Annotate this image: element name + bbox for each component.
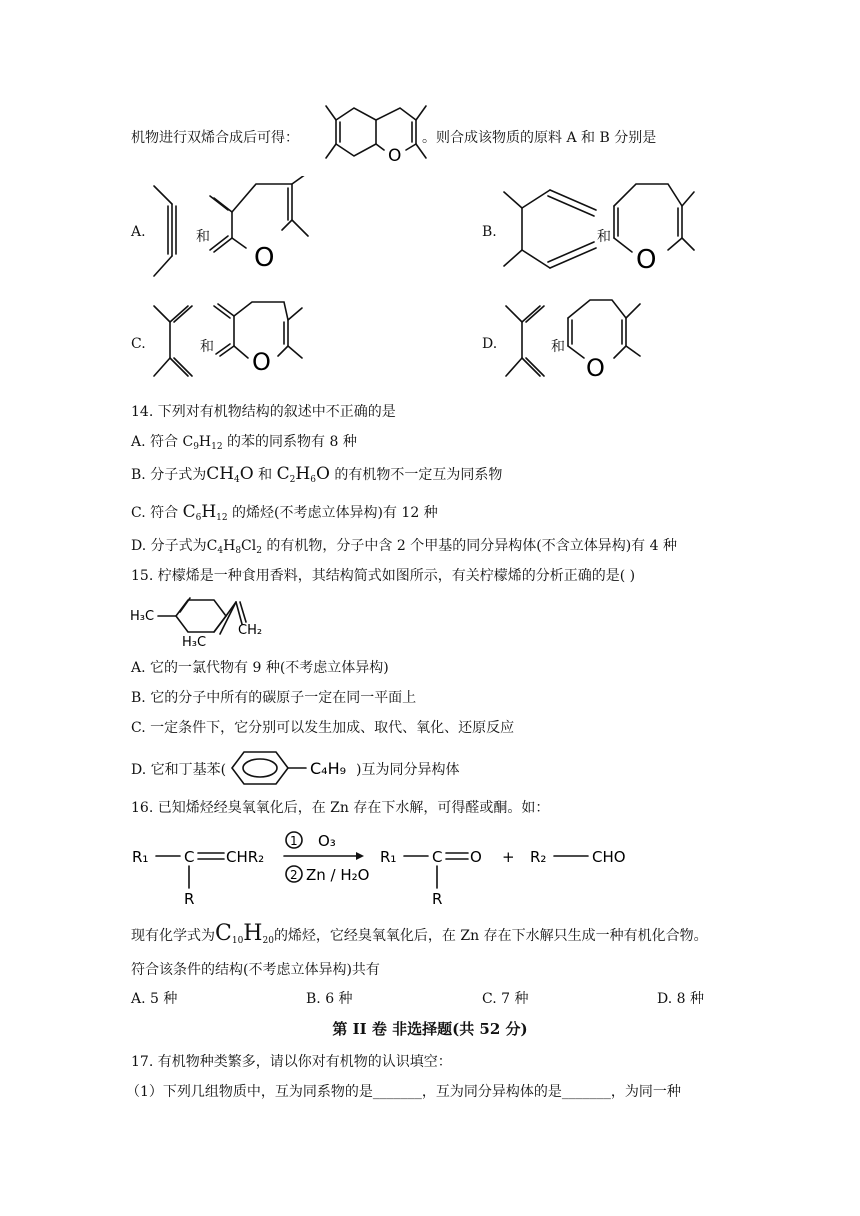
product-structure — [304, 100, 434, 168]
intro-before: 机物进行双烯合成后可得： — [131, 130, 299, 146]
option-d-diene — [500, 302, 550, 382]
q16-option-a[interactable]: A. 5 种 — [131, 991, 178, 1007]
svg-text:R₂: R₂ — [530, 848, 547, 866]
q15-option-d[interactable]: D. 它和丁基苯( — [131, 762, 227, 778]
svg-text:C: C — [432, 848, 443, 866]
option-c-oxygen: O — [252, 348, 271, 376]
q15-option-c[interactable]: C. 一定条件下，它分别可以发生加成、取代、氧化、还原反应 — [131, 720, 515, 736]
q14-option-d[interactable]: D. 分子式为$C_4H_8Cl_2$ 的有机物，分子中含 2 个甲基的同分异构体(不含立体异构)有 4 种 — [131, 538, 677, 556]
svg-text:C: C — [184, 848, 195, 866]
q15-stem: 15. 柠檬烯是一种食用香料，其结构简式如图所示，有关柠檬烯的分析正确的是( ) — [131, 568, 636, 584]
option-b-diene — [498, 186, 602, 276]
option-b-dienophile — [606, 176, 706, 274]
svg-text:Zn / H₂O: Zn / H₂O — [306, 866, 370, 884]
svg-text:R₁: R₁ — [132, 848, 149, 866]
q15-option-d-tail: )互为同分异构体 — [356, 762, 460, 778]
svg-text:O₃: O₃ — [318, 832, 336, 850]
option-a-and: 和 — [196, 229, 210, 245]
option-a-diene — [148, 182, 188, 280]
svg-text:R: R — [432, 890, 443, 908]
q14-option-b[interactable]: B. 分子式为$CH_4O$ 和 $C_2H_6O$ 的有机物不一定互为同系物 — [131, 464, 503, 485]
q16-option-b[interactable]: B. 6 种 — [306, 991, 353, 1007]
svg-text:2: 2 — [290, 868, 298, 882]
option-a-dienophile — [206, 176, 326, 276]
option-a-letter[interactable]: A. — [131, 224, 146, 240]
q16-line2: 现有化学式为$C_{10}H_{20}$的烯烃，它经臭氧氧化后，在 Zn 存在下水解只生成一种有机化合物。 — [131, 921, 708, 946]
option-d-and: 和 — [551, 339, 565, 355]
q16-stem: 16. 已知烯烃经臭氧氧化后，在 Zn 存在下水解，可得醛或酮。如： — [131, 800, 550, 816]
option-d-letter[interactable]: D. — [482, 336, 498, 352]
svg-text:1: 1 — [290, 834, 298, 848]
q16-line3: 符合该条件的结构(不考虑立体异构)共有 — [131, 962, 380, 978]
butylbenzene-structure — [226, 746, 356, 790]
option-c-dienophile — [212, 296, 312, 382]
option-b-and: 和 — [597, 229, 611, 245]
intro-after-text: 。则合成该物质的原料 A 和 B 分别是 — [422, 130, 657, 146]
option-d-dienophile — [562, 294, 652, 384]
svg-text:O: O — [470, 848, 482, 866]
q16-option-d[interactable]: D. 8 种 — [657, 991, 704, 1007]
limonene-h3c-bottom: H₃C — [182, 635, 207, 648]
limonene-h3c-left: H₃C — [130, 609, 155, 624]
svg-text:R₁: R₁ — [380, 848, 397, 866]
option-b-oxygen: O — [636, 245, 657, 274]
option-c-diene — [148, 302, 198, 382]
option-b-letter[interactable]: B. — [482, 224, 497, 240]
q16-option-c[interactable]: C. 7 种 — [482, 991, 529, 1007]
option-a-oxygen: O — [254, 243, 275, 273]
limonene-structure — [128, 590, 278, 648]
svg-text:R: R — [184, 890, 195, 908]
ozonolysis-reaction — [128, 826, 648, 910]
intro-line — [131, 128, 299, 148]
q17-part1: （1）下列几组物质中，互为同系物的是_______，互为同分异构体的是_______，为同一种 — [126, 1084, 681, 1100]
q14-option-c[interactable]: C. 符合 $C_6H_{12}$ 的烯烃(不考虑立体异构)有 12 种 — [131, 502, 438, 523]
q14-stem: 14. 下列对有机物结构的叙述中不正确的是 — [131, 404, 396, 420]
q15-option-b[interactable]: B. 它的分子中所有的碳原子一定在同一平面上 — [131, 690, 417, 706]
limonene-ch2: CH₂ — [238, 623, 263, 638]
option-c-and: 和 — [200, 339, 214, 355]
q17-stem: 17. 有机物种类繁多，请以你对有机物的认识填空： — [131, 1054, 452, 1070]
svg-text:CHO: CHO — [592, 848, 626, 866]
q15-option-a[interactable]: A. 它的一氯代物有 9 种(不考虑立体异构) — [131, 660, 389, 676]
svg-text:CHR₂: CHR₂ — [226, 848, 265, 866]
svg-text:+: + — [502, 848, 515, 866]
product-oxygen: O — [388, 146, 402, 166]
q14-option-a[interactable]: A. 符合 $C_9H_{12}$ 的苯的同系物有 8 种 — [131, 434, 357, 452]
butylbenzene-c4h9: C₄H₉ — [310, 759, 347, 778]
section-2-heading: 第 II 卷 非选择题(共 52 分) — [332, 1020, 528, 1038]
option-d-oxygen: O — [586, 354, 605, 382]
option-c-letter[interactable]: C. — [131, 336, 146, 352]
